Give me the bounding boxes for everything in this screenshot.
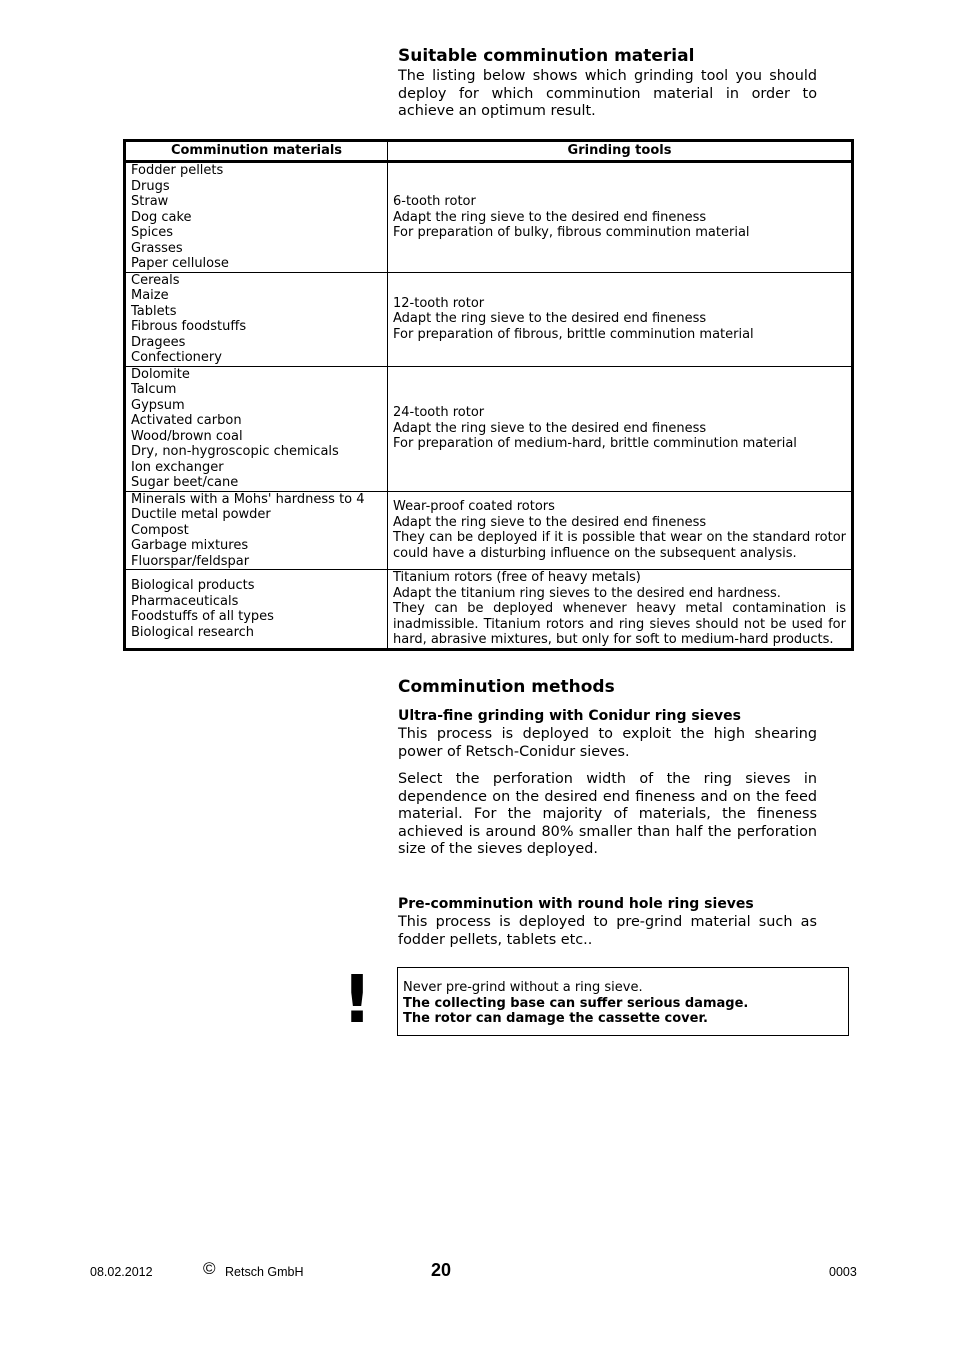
materials-cell — [125, 272, 388, 366]
copyright-icon: © — [203, 1259, 216, 1278]
material-item: Straw — [131, 194, 169, 209]
tool-name: Wear-proof coated rotors — [393, 499, 555, 515]
tool-description: They can be deployed whenever heavy metal contamination is inadmissible. Titanium rotors and ring sieves should not be used for hard, abrasive mixtures, but only for soft to medium-hard products. — [393, 601, 846, 648]
table-row — [125, 162, 853, 273]
material-item: Compost — [131, 522, 189, 538]
materials-cell — [125, 570, 388, 650]
material-item: Fibrous foodstuffs — [131, 319, 247, 334]
tool-name: 6-tooth rotor — [393, 194, 476, 209]
tools-cell — [388, 162, 853, 273]
material-item: Dry, non-hygroscopic chemicals — [131, 444, 339, 459]
header-tools: Grinding tools — [388, 141, 853, 162]
material-item: Paper cellulose — [131, 256, 229, 271]
tools-cell — [388, 491, 853, 570]
materials-cell — [125, 366, 388, 491]
intro-paragraph: The listing below shows which grinding tool you should deploy for which comminution material in order to achieve an optimum result. — [398, 68, 817, 119]
tool-description: They can be deployed if it is possible that wear on the standard rotor could have a disturbing influence on the subsequent analysis. — [393, 530, 846, 561]
section-title-material: Suitable comminution material — [398, 46, 695, 66]
material-item: Fluorspar/feldspar — [131, 553, 250, 569]
tool-description: For preparation of medium-hard, brittle comminution material — [393, 436, 797, 452]
tool-name: 24-tooth rotor — [393, 405, 485, 421]
material-item: Pharmaceuticals — [131, 593, 239, 609]
tool-description: Adapt the ring sieve to the desired end fineness — [393, 209, 707, 225]
table-row — [125, 272, 853, 366]
warning-line-3: The rotor can damage the cassette cover. — [403, 1011, 708, 1026]
tool-description: Adapt the ring sieve to the desired end fineness — [393, 420, 707, 436]
footer-company: Retsch GmbH — [225, 1265, 304, 1279]
tool-description: Adapt the titanium ring sieves to the desired end hardness. — [393, 585, 781, 601]
material-item: Activated carbon — [131, 413, 242, 428]
material-item: Tablets — [131, 303, 177, 319]
material-item: Confectionery — [131, 350, 222, 365]
material-item: Dragees — [131, 334, 186, 350]
exclamation-icon: ! — [342, 961, 373, 1038]
tools-cell — [388, 366, 853, 491]
material-item: Dog cake — [131, 209, 192, 225]
table-row — [125, 366, 853, 491]
materials-cell — [125, 491, 388, 570]
table-header-row — [125, 141, 853, 162]
table-row — [125, 491, 853, 570]
ultrafine-paragraph-2: Select the perforation width of the ring sieves in dependence on the desired end fineness and on the feed material. For the majority of materials, the fineness achieved is around 80% smaller than half the perforation size of the sieves deployed. — [398, 771, 817, 857]
material-item: Talcum — [131, 382, 177, 397]
header-materials: Comminution materials — [125, 141, 388, 162]
warning-line-1: Never pre-grind without a ring sieve. — [403, 980, 643, 995]
warning-box — [397, 967, 849, 1036]
material-item: Gypsum — [131, 397, 185, 413]
material-item: Foodstuffs of all types — [131, 609, 274, 624]
page-number: 20 — [431, 1260, 452, 1280]
subheading-precomminution: Pre-comminution with round hole ring sieves — [398, 896, 754, 912]
tool-description: Adapt the ring sieve to the desired end fineness — [393, 514, 707, 530]
materials-cell — [125, 162, 388, 273]
material-item: Fodder pellets — [131, 163, 224, 178]
material-item: Wood/brown coal — [131, 428, 243, 444]
warning-line-2: The collecting base can suffer serious damage. — [403, 995, 749, 1011]
material-item: Drugs — [131, 178, 170, 194]
tool-name: Titanium rotors (free of heavy metals) — [393, 570, 641, 586]
material-item: Dolomite — [131, 366, 190, 382]
tools-cell — [388, 272, 853, 366]
footer-code: 0003 — [829, 1265, 857, 1279]
material-item: Cereals — [131, 272, 180, 288]
tool-description: Adapt the ring sieve to the desired end fineness — [393, 311, 707, 327]
precomminution-paragraph: This process is deployed to pre-grind material such as fodder pellets, tablets etc.. — [398, 914, 817, 948]
material-item: Biological research — [131, 624, 255, 640]
comminution-table — [123, 139, 854, 651]
material-item: Maize — [131, 288, 169, 303]
material-item: Biological products — [131, 578, 255, 593]
material-item: Spices — [131, 225, 174, 240]
tool-description: For preparation of bulky, fibrous comminution material — [393, 225, 750, 240]
material-item: Sugar beet/cane — [131, 475, 239, 490]
tool-name: 12-tooth rotor — [393, 295, 485, 311]
material-item: Minerals with a Mohs' hardness to 4 — [131, 491, 365, 507]
tool-description: For preparation of fibrous, brittle comminution material — [393, 326, 754, 342]
subheading-ultrafine: Ultra-fine grinding with Conidur ring sieves — [398, 708, 741, 724]
material-item: Ductile metal powder — [131, 507, 271, 522]
material-item: Ion exchanger — [131, 459, 224, 475]
ultrafine-paragraph-1: This process is deployed to exploit the high shearing power of Retsch-Conidur sieves. — [398, 726, 817, 760]
footer-date: 08.02.2012 — [90, 1265, 153, 1279]
material-item: Grasses — [131, 240, 183, 256]
section-title-methods: Comminution methods — [398, 677, 615, 697]
table-row — [125, 570, 853, 650]
material-item: Garbage mixtures — [131, 538, 249, 553]
tools-cell — [388, 570, 853, 650]
